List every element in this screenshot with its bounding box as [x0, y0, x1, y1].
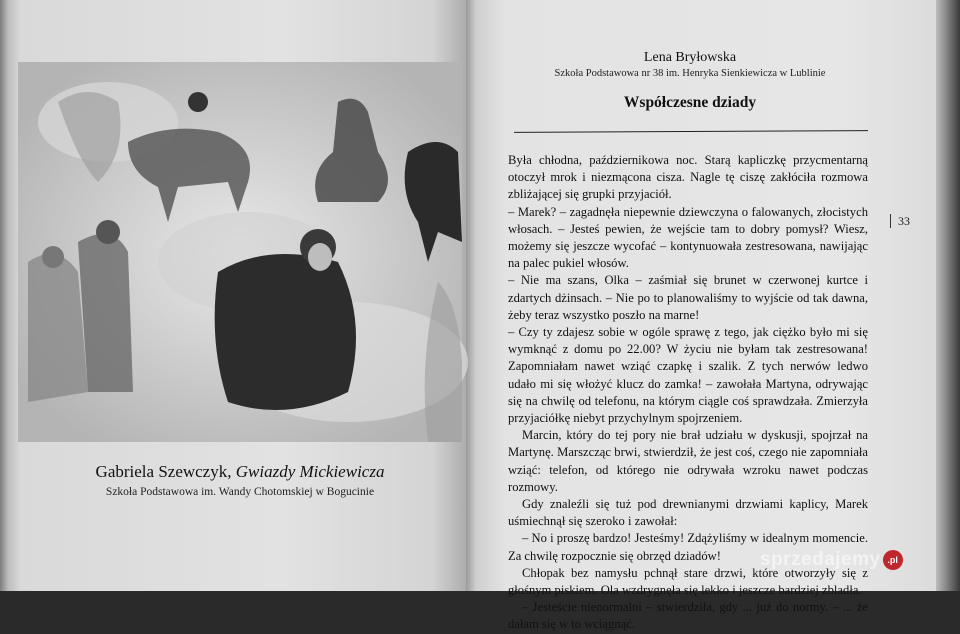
story-paragraph: Chłopak bez namysłu pchnął stare drzwi, które otworzyły się z głośnym piskiem. Ola wzdrygnęła się lekko i jeszcze bardziej zbladła.	[508, 565, 868, 598]
page-number: 33	[898, 214, 910, 228]
story-paragraph: – No i proszę bardzo! Jesteśmy! Zdążyliśmy w idealnym momencie. Za chwilę rozpocznie się obrzęd dziadów!	[508, 531, 868, 563]
story-paragraph: – Jesteście nienormalni – stwierdziła, gdy ... już do normy. – ... że dałam się w to wciągnąć.	[508, 600, 868, 632]
poet-figure	[215, 254, 356, 410]
illustration-caption	[18, 462, 462, 482]
watermark-badge: .pl	[883, 550, 903, 570]
caption-school: Szkoła Podstawowa im. Wandy Chotomskiej w Bogucinie	[105, 486, 375, 498]
illustration	[18, 62, 462, 442]
author-school: Szkoła Podstawowa nr 38 im. Henryka Sienkiewicza w Lublinie	[554, 68, 826, 79]
caption-work: Gwiazdy Mickiewicza	[235, 462, 385, 481]
watermark-text: sprzedajemy	[760, 549, 881, 570]
story-paragraph: Gdy znaleźli się tuż pod drewnianymi drzwiami kaplicy, Marek uśmiechnął się szeroko i zawołał:	[508, 497, 868, 529]
story-paragraph: – Marek? – zagadnęła niepewnie dziewczyna o falowanych, złocistych włosach. – Jesteś pewien, że wejście tam to dobry pomysł? Wiesz, możemy się jeszcze wycofać – kontynuowała zestresowana, nawijając na palec pukiel włosów.	[508, 204, 868, 271]
story-paragraph: – Czy ty zdajesz sobie w ogóle sprawę z tego, jak ciężko było mi się wymknąć z domu po 22.00? W życiu nie byłam tak zestresowana! Zapomniałam nawet wziąć czapkę i szalik. Z tych nerwów ledwo udało mi się włożyć klucz do zamka! – zawołała Martyna, odrywając się na chwilę od telefonu, na którym ciągle coś sprawdzała. Zmierzyła przyjaciółkę niebyt przychylnym spojrzeniem.	[508, 325, 868, 426]
book-edge	[936, 0, 960, 591]
caption-author: Gabriela Szewczyk,	[95, 462, 236, 481]
story-paragraph: Marcin, który do tej pory nie brał udziału w dyskusji, spojrzał na Martynę. Marszcząc brwi, stwierdził, że jest coś, czego nie zapomniała wziąć: telefon, od którego nie odrywała wzroku nawet podczas rozmowy.	[508, 428, 868, 494]
illustration-drawing	[18, 62, 462, 442]
story-author: Lena Bryłowska	[643, 50, 737, 65]
story-paragraph: – Nie ma szans, Olka – zaśmiał się brunet w czerwonej kurtce i zdartych dżinsach. – Nie po to planowaliśmy to wyjście od tak dawna, żeby teraz wszystko poszło na marne!	[508, 273, 868, 322]
story-title: Współczesne dziady	[623, 94, 757, 111]
watermark	[760, 540, 940, 580]
story-paragraph: Była chłodna, październikowa noc. Starą kapliczkę przycmentarną otoczył mrok i niezmącona cisza. Nagle tę ciszę zakłóciła rozmowa zbliżającej się grupki przyjaciół.	[508, 153, 868, 202]
page-number-bar	[890, 214, 891, 228]
